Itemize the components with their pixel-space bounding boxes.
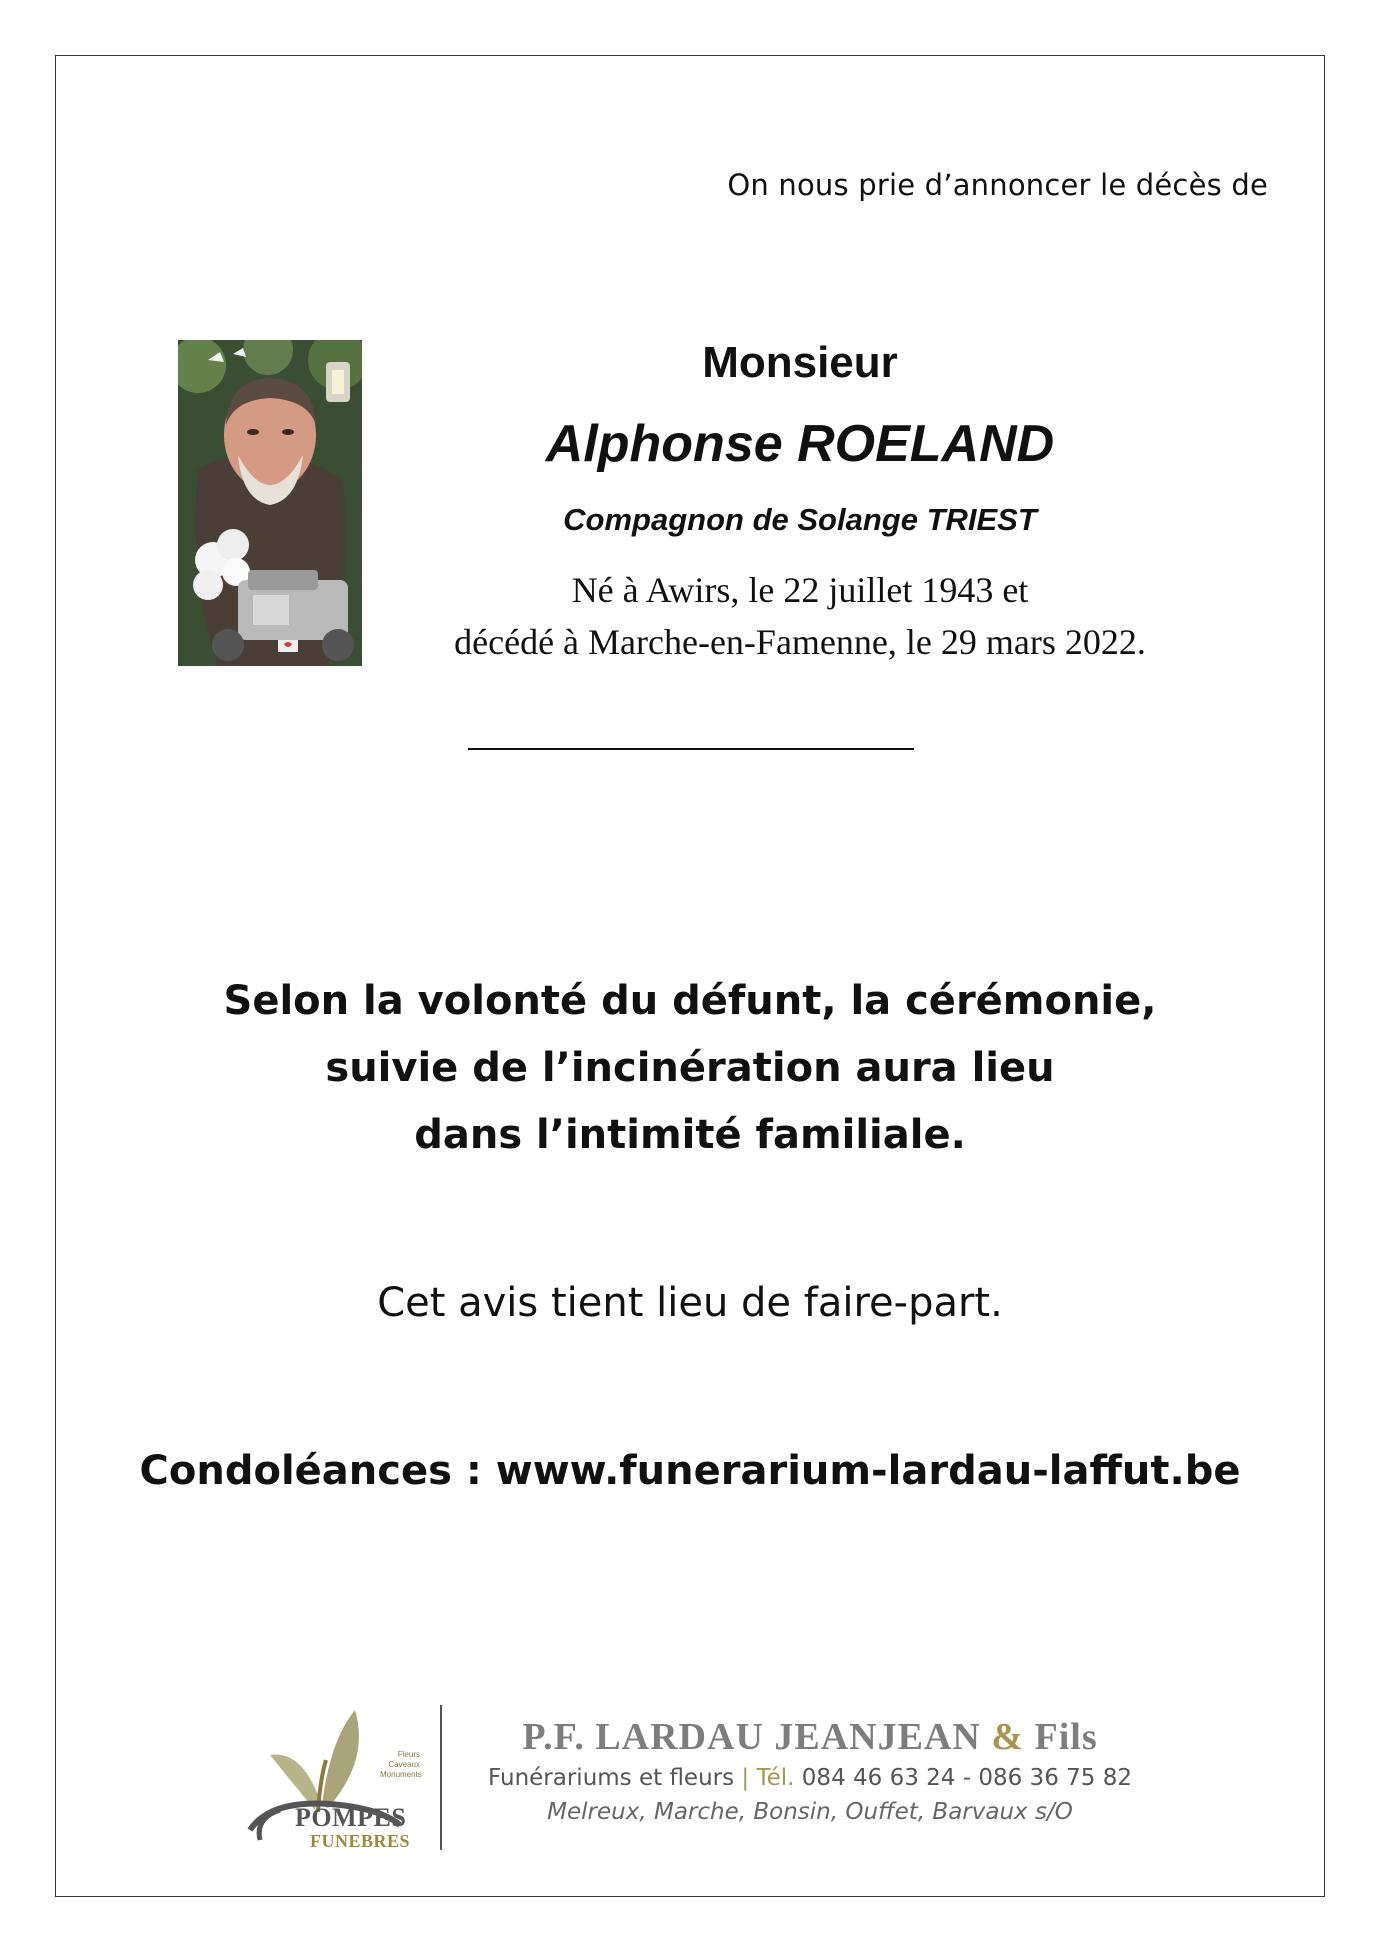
separator-line <box>468 748 914 750</box>
company-contact <box>470 1765 1150 1791</box>
company-services: Funérariums et fleurs <box>488 1765 735 1791</box>
company-name <box>470 1715 1150 1759</box>
honorific: Monsieur <box>702 338 898 387</box>
phone-numbers[interactable]: 084 46 63 24 - 086 36 75 82 <box>801 1765 1132 1791</box>
logo-word-pompes: POMPES <box>295 1803 407 1832</box>
ceremony-line-3: dans l’intimité familiale. <box>414 1112 966 1158</box>
company-locations: Melreux, Marche, Bonsin, Ouffet, Barvaux s/O <box>547 1799 1073 1825</box>
portrait-photo-graphic <box>178 340 362 666</box>
condolences-link[interactable]: Condoléances : www.funerarium-lardau-laffut.be <box>139 1448 1241 1494</box>
logo-tag-flowers: Fleurs <box>397 1750 420 1759</box>
footer-divider <box>440 1705 442 1850</box>
birth-line: Né à Awirs, le 22 juillet 1943 et <box>571 570 1029 610</box>
logo-tag-monuments: Monuments <box>380 1770 422 1779</box>
deceased-name: Alphonse ROELAND <box>545 415 1055 473</box>
notice-text: Cet avis tient lieu de faire-part. <box>377 1280 1003 1326</box>
company-name-main: P.F. LARDAU JEANJEAN <box>522 1716 981 1758</box>
company-info <box>470 1715 1150 1825</box>
ceremony-text <box>60 968 1320 1169</box>
birth-death-info <box>380 564 1220 668</box>
companion-line: Compagnon de Solange TRIEST <box>563 502 1037 537</box>
ceremony-line-1: Selon la volonté du défunt, la cérémonie, <box>223 978 1157 1024</box>
death-line: décédé à Marche-en-Famenne, le 29 mars 2022. <box>454 622 1146 662</box>
ceremony-line-2: suivie de l’incinération aura lieu <box>325 1045 1055 1091</box>
portrait-photo <box>178 340 362 666</box>
logo-tag-vaults: Caveaux <box>388 1760 420 1769</box>
contact-separator: | <box>741 1765 750 1791</box>
logo-word-funebres: FUNEBRES <box>310 1831 411 1851</box>
company-name-fils: Fils <box>1034 1716 1098 1758</box>
intro-text: On nous prie d’annoncer le décès de <box>727 168 1268 202</box>
company-name-ampersand: & <box>991 1716 1024 1758</box>
tel-label: Tél. <box>756 1765 795 1791</box>
logo-tags <box>380 1750 420 1780</box>
